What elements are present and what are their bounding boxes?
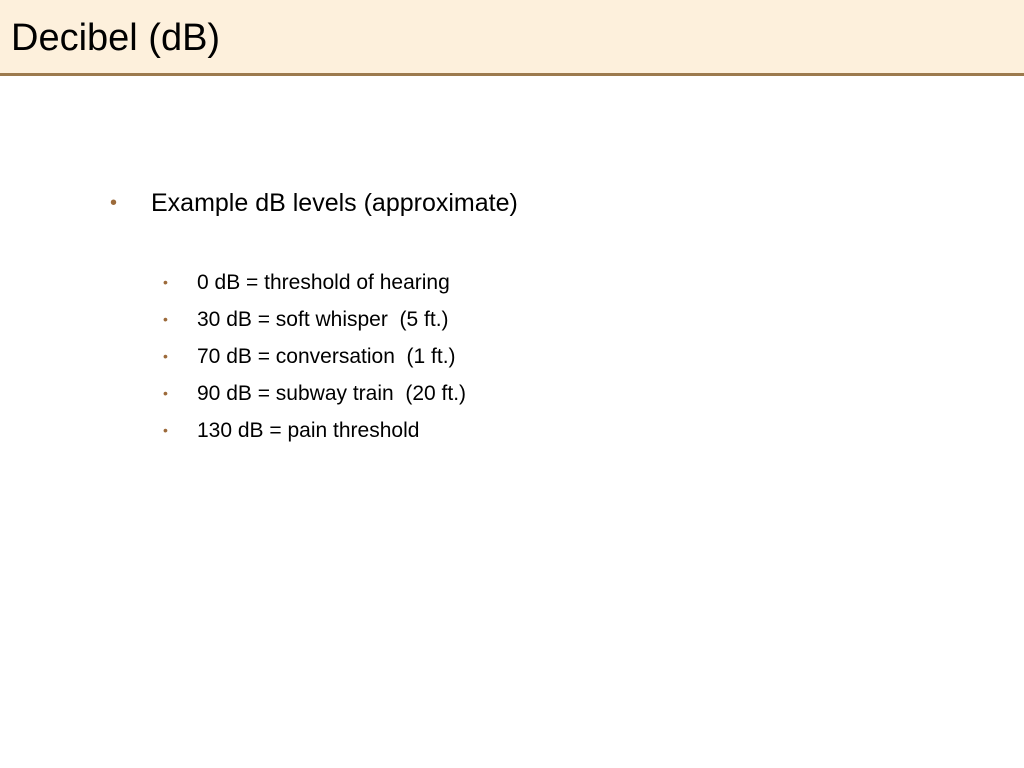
slide-title: Decibel (dB): [11, 17, 221, 59]
bullet-dot-icon: •: [163, 385, 168, 401]
main-bullet-label: Example dB levels (approximate): [151, 189, 518, 217]
bullet-dot-icon: •: [163, 348, 168, 364]
sub-bullet-list: [163, 264, 466, 449]
sub-bullet-item: [163, 412, 466, 449]
sub-bullet-label: 0 dB = threshold of hearing: [197, 271, 450, 294]
sub-bullet-label: 30 dB = soft whisper (5 ft.): [197, 308, 449, 331]
sub-bullet-item: [163, 338, 466, 375]
title-bar: [0, 0, 1024, 76]
bullet-dot-icon: •: [163, 311, 168, 327]
sub-bullet-label: 70 dB = conversation (1 ft.): [197, 345, 456, 368]
sub-bullet-label: 130 dB = pain threshold: [197, 419, 420, 442]
bullet-dot-icon: •: [163, 274, 168, 290]
sub-bullet-label: 90 dB = subway train (20 ft.): [197, 382, 467, 405]
bullet-dot-icon: •: [110, 192, 118, 214]
sub-bullet-item: [163, 264, 466, 301]
sub-bullet-item: [163, 375, 466, 412]
bullet-dot-icon: •: [163, 422, 168, 438]
sub-bullet-item: [163, 301, 466, 338]
main-bullet: [110, 186, 518, 220]
